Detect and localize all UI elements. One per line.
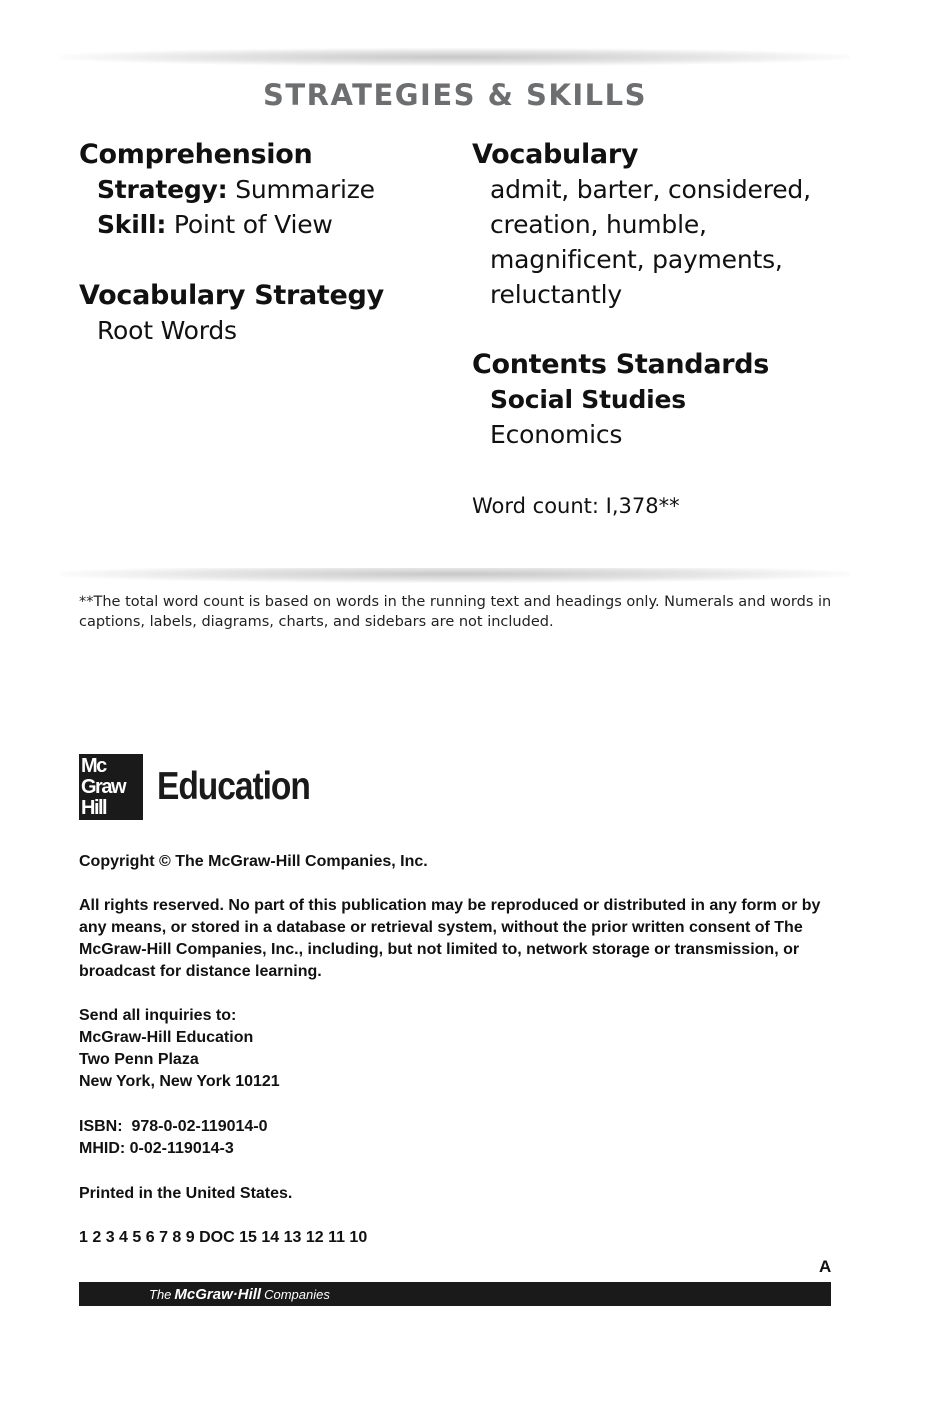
rights-paragraph (79, 895, 839, 983)
footer-suffix: Companies (264, 1286, 330, 1302)
printed-text: Printed in the United States. (79, 1185, 293, 1202)
contents-standards-subheading: Social Studies (490, 385, 686, 414)
right-column (472, 138, 872, 521)
skill-value: Point of View (166, 210, 333, 239)
vocabulary-heading: Vocabulary (472, 139, 639, 170)
vocabulary-line: admit, barter, considered, (490, 175, 811, 204)
mhid: MHID: 0-02-119014-3 (79, 1140, 234, 1157)
logo-box-line: Hill (81, 797, 107, 819)
address-line: Two Penn Plaza (79, 1051, 199, 1068)
vocabulary-strategy-heading: Vocabulary Strategy (79, 280, 384, 311)
shadow-mask-top (40, 66, 870, 76)
print-number-line (79, 1227, 839, 1249)
vocabulary-line: creation, humble, (490, 210, 707, 239)
address-line: New York, New York 10121 (79, 1073, 280, 1090)
word-count-footnote: **The total word count is based on words in the running text and headings only. Numerals and words in captions, labels, diagrams, charts, and sidebars are not included. (79, 594, 832, 630)
word-count: Word count: I,378** (472, 494, 680, 518)
copyright-text: Copyright © The McGraw-Hill Companies, Inc. (79, 853, 428, 870)
skill-line (79, 207, 459, 242)
contents-standards-value: Economics (490, 420, 623, 449)
logo-box-line: Mc (81, 755, 106, 777)
comprehension-heading: Comprehension (79, 139, 313, 170)
isbn-block (79, 1116, 839, 1160)
isbn: ISBN: 978-0-02-119014-0 (79, 1118, 268, 1135)
logo-box (79, 754, 143, 820)
print-number-text: 1 2 3 4 5 6 7 8 9 DOC 15 14 13 12 11 10 (79, 1229, 368, 1246)
skill-label: Skill: (97, 210, 167, 239)
mcgraw-hill-education-logo (79, 754, 335, 820)
footer-brand (149, 1286, 330, 1303)
vocabulary-line: magnificent, payments, (490, 245, 783, 274)
address-line: Send all inquiries to: (79, 1007, 237, 1024)
logo-wordmark: Education (157, 765, 310, 808)
contents-standards-heading: Contents Standards (472, 349, 770, 380)
footer-bar (79, 1282, 831, 1306)
left-column (79, 138, 459, 348)
page-letter: A (819, 1257, 832, 1276)
vocabulary-line: reluctantly (490, 280, 622, 309)
printed-line (79, 1183, 839, 1205)
rights-text: All rights reserved. No part of this publication may be reproduced or distributed in any form or by any means, or stored in a database or retrieval system, without the prior written consent of The McGraw-Hill Companies, Inc., including, but not limited to, network storage or transmission, or broadcast for distance learning. (79, 897, 821, 980)
footer-prefix: The (149, 1286, 172, 1302)
address-line: McGraw-Hill Education (79, 1029, 254, 1046)
strategy-line (79, 172, 459, 207)
address-block (79, 1005, 839, 1093)
page-title: STRATEGIES & SKILLS (262, 78, 648, 112)
footer-brand-name: McGraw·Hill (174, 1285, 262, 1303)
copyright-line (79, 851, 839, 873)
vocabulary-strategy-value: Root Words (97, 316, 237, 345)
shadow-mask-bottom (40, 550, 870, 568)
strategy-label: Strategy: (97, 175, 228, 204)
logo-box-line: Graw (81, 776, 126, 798)
top-shadow-band (60, 48, 850, 66)
strategy-value: Summarize (227, 175, 375, 204)
